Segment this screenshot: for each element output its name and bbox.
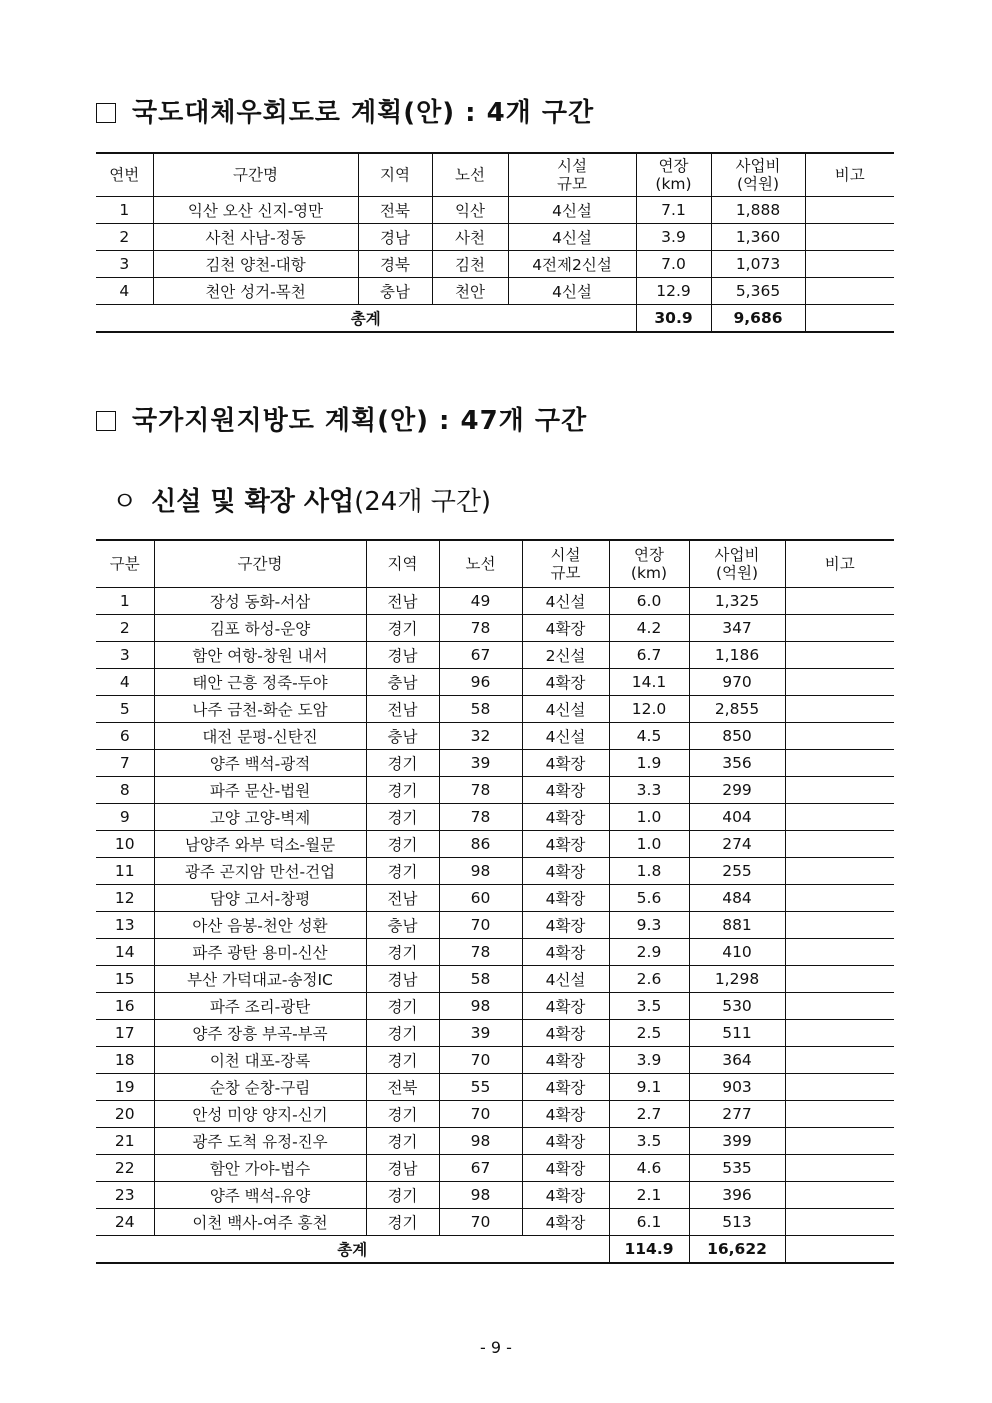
table-cell: 3.9 [609,1046,689,1073]
section1-heading [96,92,594,129]
table-cell: 경기 [366,1100,439,1127]
table-cell: 4 [96,277,153,304]
table-cell: 사천 사남-정동 [153,223,358,250]
table-cell: 2 [96,223,153,250]
table-cell: 익산 오산 신지-영만 [153,196,358,223]
table-cell: 4확장 [522,857,609,884]
table-cell: 경기 [366,857,439,884]
table-cell: 경남 [366,965,439,992]
bullet-circle-icon: ㅇ [112,487,138,517]
table-cell [785,1181,894,1208]
table-cell [805,223,894,250]
column-header: 구분 [96,540,154,587]
table-cell: 356 [689,749,785,776]
table-cell: 8 [96,776,154,803]
table-cell: 2.5 [609,1019,689,1046]
table-cell: 5 [96,695,154,722]
table-row [96,196,894,223]
table-cell: 3.5 [609,992,689,1019]
table-cell: 경남 [358,223,432,250]
table-cell: 20 [96,1100,154,1127]
table-cell: 양주 백석-유양 [154,1181,366,1208]
table-cell: 23 [96,1181,154,1208]
table-cell: 3 [96,641,154,668]
table-row [96,1100,894,1127]
table-cell: 충남 [366,911,439,938]
total-cost: 16,622 [689,1235,785,1263]
table-cell: 3 [96,250,153,277]
table-cell: 16 [96,992,154,1019]
table-row [96,223,894,250]
table-cell: 404 [689,803,785,830]
table-cell: 58 [439,695,522,722]
table-row [96,1181,894,1208]
table-cell: 274 [689,830,785,857]
table-cell [785,722,894,749]
table-cell: 1.8 [609,857,689,884]
table-cell: 4신설 [522,587,609,614]
table-cell: 364 [689,1046,785,1073]
table-cell: 나주 금천-화순 도암 [154,695,366,722]
table-cell: 9.3 [609,911,689,938]
table-cell: 4확장 [522,614,609,641]
table-cell: 전남 [366,884,439,911]
table-cell: 천안 성거-목천 [153,277,358,304]
table-cell: 충남 [358,277,432,304]
table-cell: 담양 고서-창평 [154,884,366,911]
table-row [96,250,894,277]
table-row [96,277,894,304]
table-cell: 4확장 [522,1208,609,1235]
table-cell: 1,325 [689,587,785,614]
table-cell: 부산 가덕대교-송정IC [154,965,366,992]
table-cell: 1,186 [689,641,785,668]
column-header: 비고 [805,153,894,196]
table-cell: 22 [96,1154,154,1181]
table-cell: 299 [689,776,785,803]
table-cell: 13 [96,911,154,938]
table-row [96,641,894,668]
table-cell: 전남 [366,695,439,722]
table-cell: 태안 근흥 정죽-두야 [154,668,366,695]
table-cell [785,1127,894,1154]
table-cell: 9 [96,803,154,830]
table-cell: 2 [96,614,154,641]
table-cell: 안성 미양 양지-신기 [154,1100,366,1127]
table-cell: 1,360 [711,223,805,250]
total-row [96,1235,894,1263]
table-cell: 78 [439,776,522,803]
table-cell: 511 [689,1019,785,1046]
table-cell: 4.5 [609,722,689,749]
table-cell: 6.0 [609,587,689,614]
table-cell: 1.9 [609,749,689,776]
table-row [96,911,894,938]
total-note [785,1235,894,1263]
section2-heading-text: 국가지원지방도 계획(안) : 47개 구간 [132,406,588,436]
table-cell: 4확장 [522,668,609,695]
table-cell: 850 [689,722,785,749]
table-cell: 경기 [366,938,439,965]
table-cell: 4신설 [508,196,636,223]
table-cell: 경기 [366,803,439,830]
table-cell: 함안 여항-창원 내서 [154,641,366,668]
table-cell: 전북 [366,1073,439,1100]
table-cell: 사천 [432,223,508,250]
table-cell: 4확장 [522,830,609,857]
table-cell: 전남 [366,587,439,614]
page-number: - 9 - [480,1338,512,1357]
table-cell: 경기 [366,1208,439,1235]
column-header: 시설 규모 [508,153,636,196]
table-cell: 21 [96,1127,154,1154]
table-cell: 396 [689,1181,785,1208]
section2-heading [96,400,587,437]
bypass-road-table [96,152,894,333]
table-row [96,830,894,857]
table-row [96,1127,894,1154]
table-cell: 6.7 [609,641,689,668]
table-cell: 32 [439,722,522,749]
table-row [96,668,894,695]
table-cell: 양주 백석-광적 [154,749,366,776]
table-row [96,776,894,803]
table-cell: 86 [439,830,522,857]
table-cell: 경남 [366,641,439,668]
table-cell: 19 [96,1073,154,1100]
table-cell: 4확장 [522,938,609,965]
table-cell: 1.0 [609,803,689,830]
table-cell: 4 [96,668,154,695]
table-cell: 충남 [366,722,439,749]
table-cell: 24 [96,1208,154,1235]
table-cell: 경기 [366,992,439,1019]
table-cell: 김포 하성-운양 [154,614,366,641]
table-cell: 경기 [366,1127,439,1154]
table-cell: 광주 곤지암 만선-건업 [154,857,366,884]
table-row [96,992,894,1019]
table-cell: 4확장 [522,911,609,938]
table-row [96,965,894,992]
table-cell: 3.9 [636,223,711,250]
table-cell: 513 [689,1208,785,1235]
table-cell: 4신설 [522,722,609,749]
table-cell: 17 [96,1019,154,1046]
table-cell: 98 [439,1127,522,1154]
table-row [96,1208,894,1235]
table-cell: 장성 동화-서삼 [154,587,366,614]
column-header: 노선 [432,153,508,196]
table-cell: 파주 조리-광탄 [154,992,366,1019]
table-header-row [96,540,894,587]
table-cell: 광주 도척 유정-진우 [154,1127,366,1154]
table-cell: 70 [439,911,522,938]
table-row [96,857,894,884]
table-cell [785,830,894,857]
table-row [96,1046,894,1073]
table-cell: 14 [96,938,154,965]
table-cell [785,587,894,614]
table-row [96,1073,894,1100]
table-cell: 이천 백사-여주 홍천 [154,1208,366,1235]
table-cell: 78 [439,614,522,641]
table-cell: 903 [689,1073,785,1100]
table-cell: 남양주 와부 덕소-월문 [154,830,366,857]
table-cell: 1,298 [689,965,785,992]
table-cell: 4확장 [522,992,609,1019]
total-label: 총계 [96,1235,609,1263]
table-cell: 2.1 [609,1181,689,1208]
table-cell: 14.1 [609,668,689,695]
table-cell: 순창 순창-구림 [154,1073,366,1100]
table-cell: 경남 [366,1154,439,1181]
table-cell: 전북 [358,196,432,223]
table-cell: 39 [439,749,522,776]
total-length: 114.9 [609,1235,689,1263]
table-cell: 49 [439,587,522,614]
table-cell: 6.1 [609,1208,689,1235]
table-cell: 김천 [432,250,508,277]
table-cell: 4확장 [522,776,609,803]
table-cell: 대전 문평-신탄진 [154,722,366,749]
table-cell: 경기 [366,1046,439,1073]
table-cell: 78 [439,803,522,830]
column-header: 사업비 (억원) [711,153,805,196]
table-cell [805,196,894,223]
table-cell: 58 [439,965,522,992]
table-cell: 484 [689,884,785,911]
table-cell: 김천 양천-대항 [153,250,358,277]
table-cell: 10 [96,830,154,857]
table-cell: 535 [689,1154,785,1181]
column-header: 구간명 [153,153,358,196]
table-cell: 277 [689,1100,785,1127]
table-row [96,938,894,965]
table-cell: 2,855 [689,695,785,722]
column-header: 연장 (km) [609,540,689,587]
total-row [96,304,894,332]
table-row [96,749,894,776]
table-cell: 4확장 [522,749,609,776]
table-cell: 4확장 [522,1073,609,1100]
table-cell: 함안 가야-법수 [154,1154,366,1181]
table-cell: 익산 [432,196,508,223]
table-cell: 4신설 [508,277,636,304]
table-cell [785,857,894,884]
table-cell [785,1100,894,1127]
table-row [96,695,894,722]
table-cell: 67 [439,1154,522,1181]
table-cell: 98 [439,1181,522,1208]
table-cell: 399 [689,1127,785,1154]
table-cell: 1 [96,587,154,614]
column-header: 비고 [785,540,894,587]
table-cell: 12.0 [609,695,689,722]
table-cell: 4확장 [522,1046,609,1073]
table-cell [785,614,894,641]
column-header: 구간명 [154,540,366,587]
table-header-row [96,153,894,196]
column-header: 지역 [358,153,432,196]
section2-subheading [112,481,491,518]
table-cell: 5,365 [711,277,805,304]
table-cell: 60 [439,884,522,911]
section1-heading-text: 국도대체우회도로 계획(안) : 4개 구간 [132,98,595,128]
table-cell [785,803,894,830]
table-cell: 경북 [358,250,432,277]
table-cell: 경기 [366,1181,439,1208]
table-cell: 2신설 [522,641,609,668]
column-header: 지역 [366,540,439,587]
subheading-paren: (24개 구간) [354,487,492,517]
table-cell: 6 [96,722,154,749]
table-cell: 양주 장흥 부곡-부곡 [154,1019,366,1046]
table-cell: 아산 음봉-천안 성환 [154,911,366,938]
table-cell [785,749,894,776]
table-cell: 4확장 [522,1019,609,1046]
table-cell: 70 [439,1208,522,1235]
table-cell: 11 [96,857,154,884]
table-cell [785,668,894,695]
table-cell: 7 [96,749,154,776]
table-cell [785,641,894,668]
table-cell [785,992,894,1019]
subheading-main: 신설 및 확장 사업 [151,487,355,517]
table-cell: 255 [689,857,785,884]
table-cell [785,1046,894,1073]
table-row [96,884,894,911]
table-cell: 4신설 [522,695,609,722]
table-cell: 4신설 [522,965,609,992]
table-cell: 고양 고양-벽제 [154,803,366,830]
table-cell: 2.6 [609,965,689,992]
table-cell: 78 [439,938,522,965]
table-cell [785,1073,894,1100]
table-row [96,587,894,614]
column-header: 연번 [96,153,153,196]
table-cell: 경기 [366,776,439,803]
table-cell: 70 [439,1046,522,1073]
table-cell: 12 [96,884,154,911]
total-length: 30.9 [636,304,711,332]
table-cell: 이천 대포-장록 [154,1046,366,1073]
table-cell [805,250,894,277]
table-row [96,614,894,641]
table-cell: 98 [439,857,522,884]
table-cell: 5.6 [609,884,689,911]
table-cell: 4.6 [609,1154,689,1181]
table-cell: 충남 [366,668,439,695]
table-cell: 1.0 [609,830,689,857]
table-cell: 경기 [366,614,439,641]
table-cell: 3.3 [609,776,689,803]
table-cell: 2.9 [609,938,689,965]
table-cell [785,938,894,965]
column-header: 사업비 (억원) [689,540,785,587]
table-cell [785,911,894,938]
column-header: 시설 규모 [522,540,609,587]
total-note [805,304,894,332]
table-cell: 경기 [366,830,439,857]
table-cell [785,1019,894,1046]
table-cell: 3.5 [609,1127,689,1154]
table-row [96,722,894,749]
table-cell: 4확장 [522,884,609,911]
table-cell: 천안 [432,277,508,304]
table-cell: 12.9 [636,277,711,304]
table-cell: 9.1 [609,1073,689,1100]
table-cell: 4.2 [609,614,689,641]
table-cell: 2.7 [609,1100,689,1127]
table-cell: 4확장 [522,1100,609,1127]
table-cell: 4확장 [522,1127,609,1154]
table-cell: 4전제2신설 [508,250,636,277]
table-cell: 4신설 [508,223,636,250]
table-cell [785,776,894,803]
table-cell: 15 [96,965,154,992]
table-cell: 347 [689,614,785,641]
table-cell: 970 [689,668,785,695]
table-cell: 파주 문산-법원 [154,776,366,803]
table-cell: 410 [689,938,785,965]
table-cell: 18 [96,1046,154,1073]
table-cell: 39 [439,1019,522,1046]
column-header: 연장 (km) [636,153,711,196]
table-cell [785,884,894,911]
table-cell: 881 [689,911,785,938]
table-cell: 67 [439,641,522,668]
column-header: 노선 [439,540,522,587]
table-cell: 파주 광탄 용미-신산 [154,938,366,965]
checkbox-square-icon [96,411,116,431]
table-row [96,803,894,830]
table-cell: 7.0 [636,250,711,277]
table-cell [785,965,894,992]
table-cell: 4확장 [522,1154,609,1181]
national-local-road-table [96,539,894,1264]
table-cell [785,695,894,722]
table-cell: 7.1 [636,196,711,223]
table-row [96,1154,894,1181]
table-cell [805,277,894,304]
table-cell: 1,888 [711,196,805,223]
table-cell: 경기 [366,749,439,776]
table-cell: 70 [439,1100,522,1127]
table-cell [785,1208,894,1235]
table-cell: 55 [439,1073,522,1100]
table-cell: 4확장 [522,803,609,830]
table-cell: 530 [689,992,785,1019]
table-cell: 1 [96,196,153,223]
table-cell: 96 [439,668,522,695]
total-label: 총계 [96,304,636,332]
table-row [96,1019,894,1046]
table-cell: 경기 [366,1019,439,1046]
total-cost: 9,686 [711,304,805,332]
checkbox-square-icon [96,103,116,123]
table-cell: 4확장 [522,1181,609,1208]
table-cell [785,1154,894,1181]
table-cell: 1,073 [711,250,805,277]
table-cell: 98 [439,992,522,1019]
